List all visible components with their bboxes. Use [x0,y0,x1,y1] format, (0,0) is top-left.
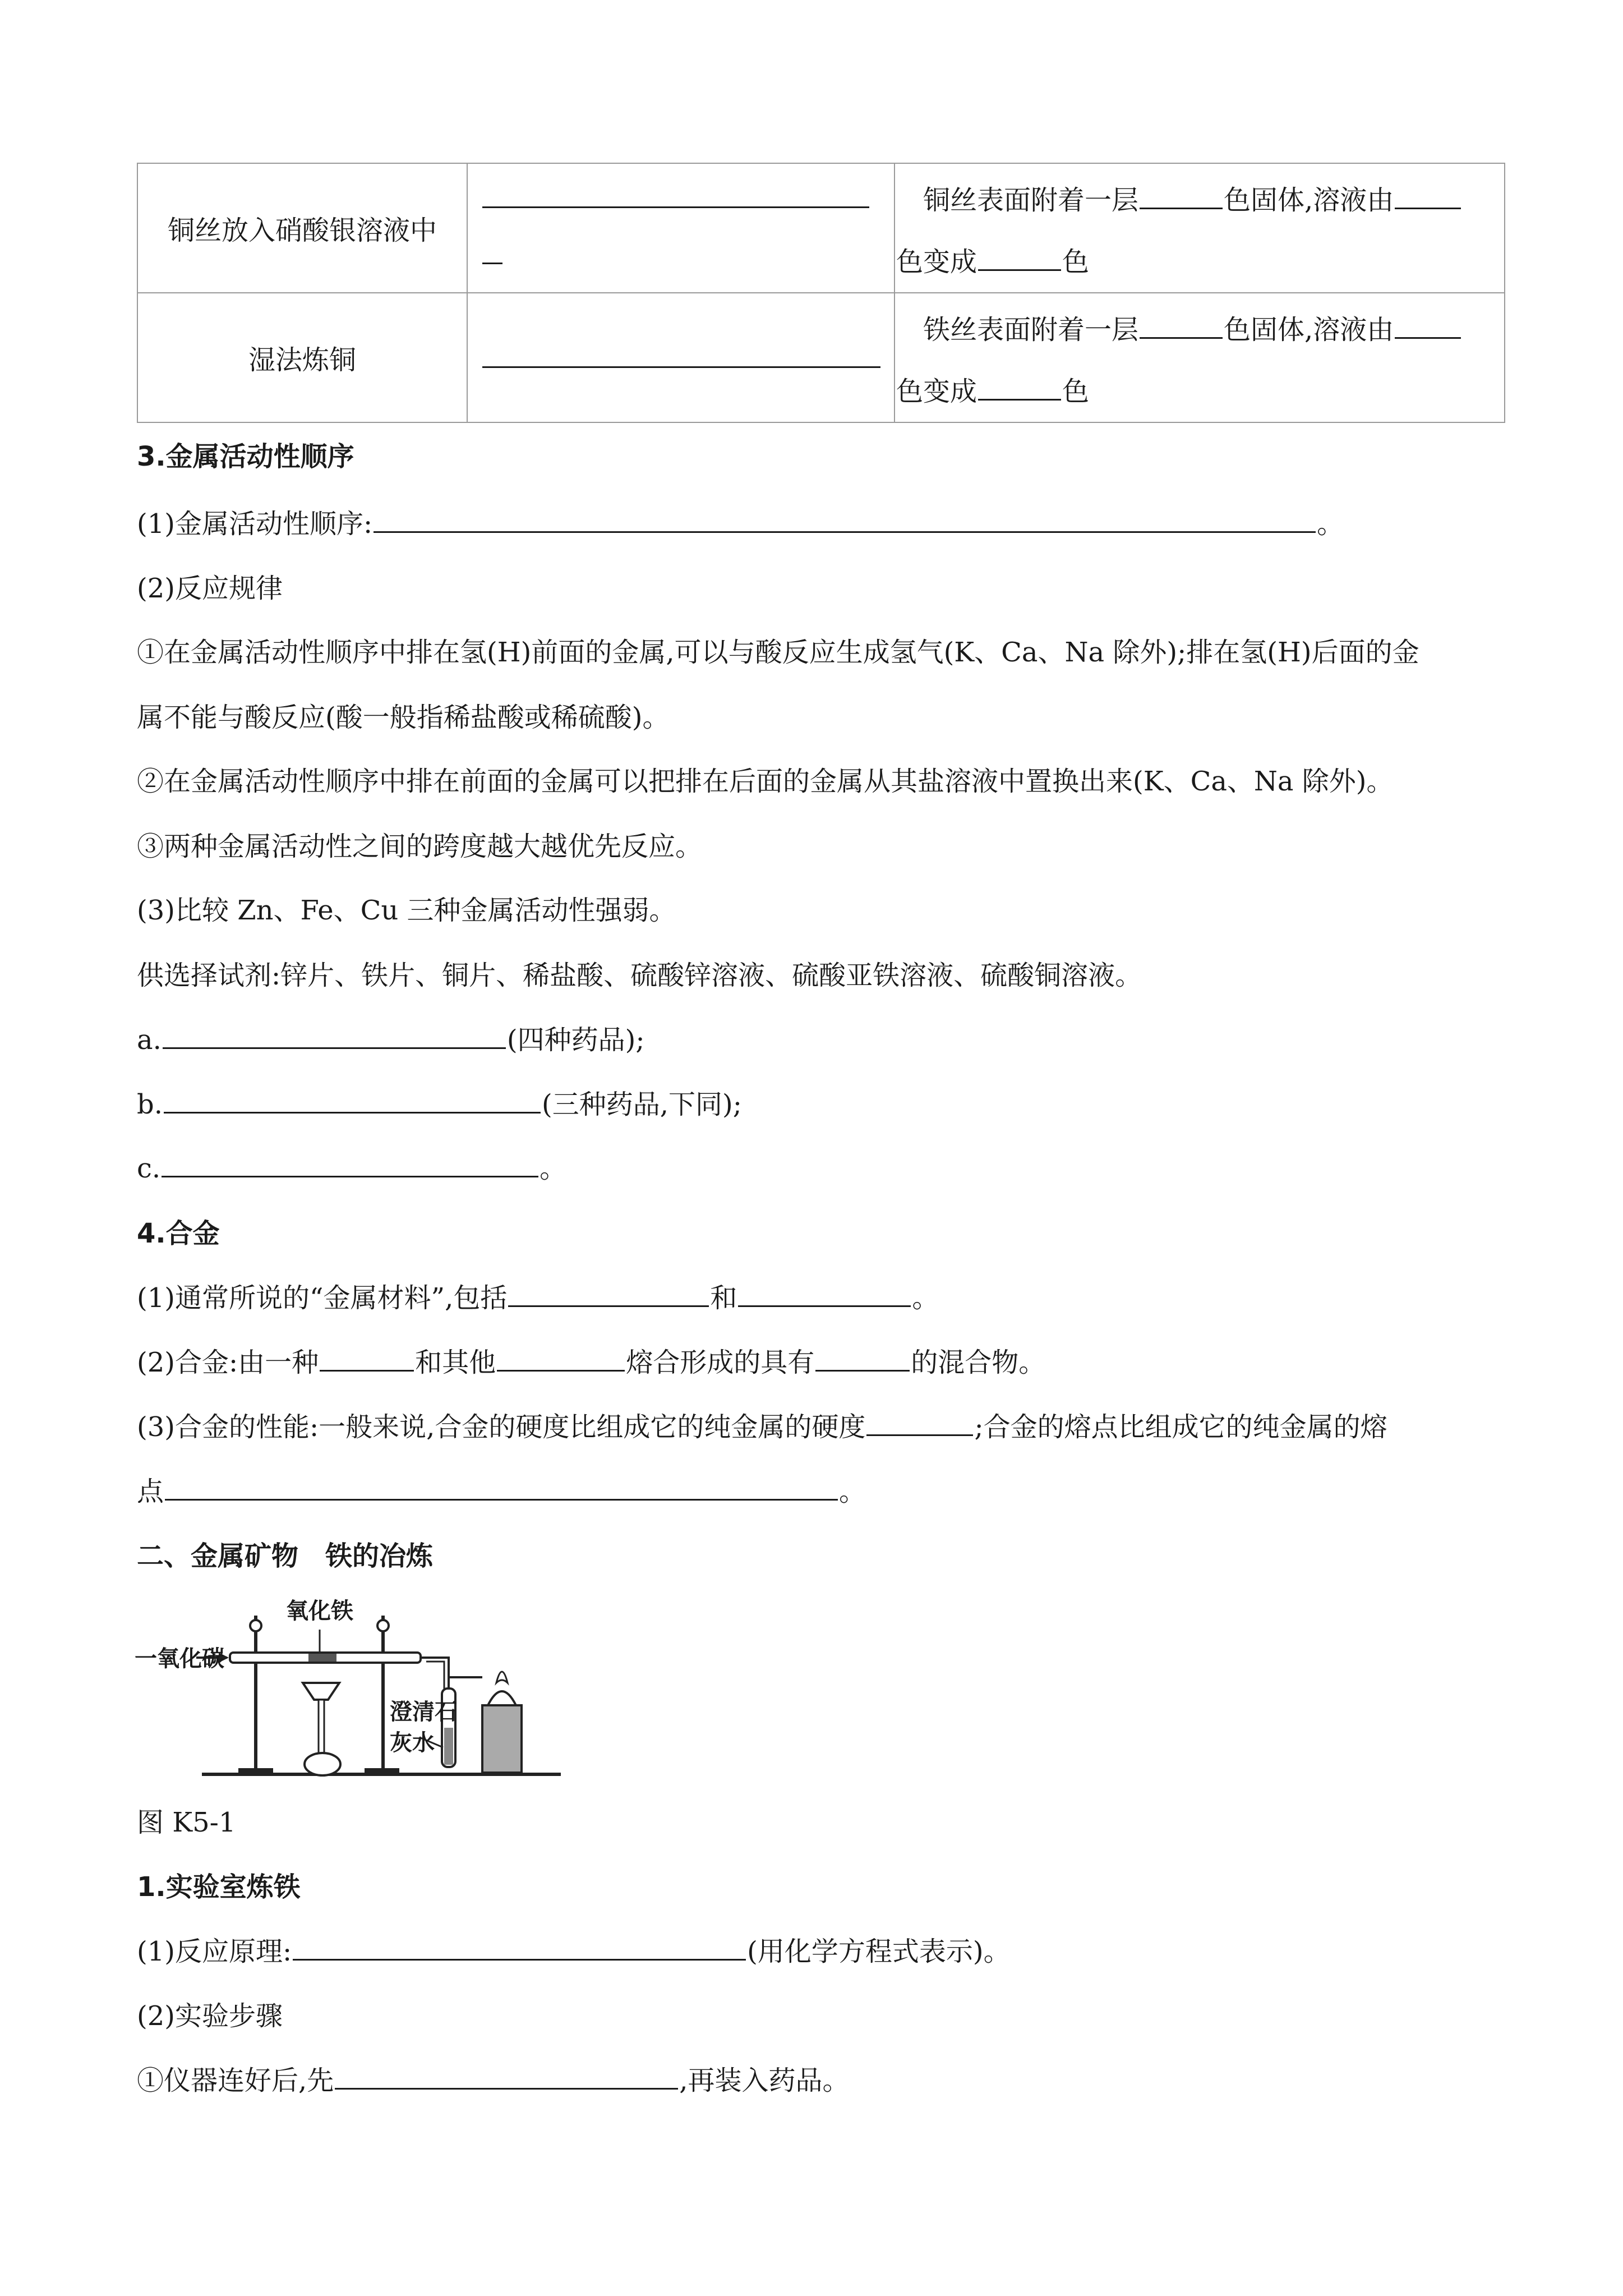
punct: 。 [1317,508,1344,540]
label-limewater: 澄清石 [390,1699,457,1725]
equation-blank[interactable] [482,206,869,208]
experiment-name: 铜丝放入硝酸银溶液中 [167,215,437,246]
label-iron-oxide: 氧化铁 [286,1598,353,1624]
answer-line-c [137,1147,566,1185]
phenomenon-text: 色变成 [896,246,978,278]
equation-cell [467,163,895,293]
question-text: (2)合金:由一种 [137,1347,319,1378]
question-text: 和 [710,1282,737,1314]
flame-icon [496,1672,508,1683]
phenomenon-text: 铜丝表面附着一层 [923,185,1139,216]
blank[interactable] [320,1344,414,1372]
phenomenon-text: 色变成 [896,376,978,407]
phenomenon-text: 色 [1062,376,1090,407]
question-text: ①仪器连好后,先 [137,2065,334,2096]
question-text: (3)比较 Zn、Fe、Cu 三种金属活动性强弱。 [137,895,676,926]
color-blank[interactable] [1140,311,1223,339]
blank[interactable] [508,1280,709,1307]
section-heading: 4.合金 [137,1218,220,1249]
clamp-left [250,1620,261,1631]
subheading: (2)实验步骤 [137,2000,283,2032]
experiment-cell [137,293,467,422]
gas-bottle [482,1705,522,1773]
phenomenon-line1 [923,308,1462,347]
lamp-base [305,1753,340,1775]
section-heading: 1.实验室炼铁 [137,1871,301,1903]
activity-series-blank[interactable] [374,505,1316,533]
phenomenon-text: 铁丝表面附着一层 [923,314,1139,346]
phenomenon-cell [895,163,1505,293]
figure-caption: 图 K5-1 [137,1807,236,1838]
question-text: (1)反应原理: [137,1936,292,1967]
phenomenon-text: 色固体,溶液由 [1224,185,1394,216]
answer-label: c. [137,1153,161,1184]
equation-blank[interactable] [482,366,880,368]
experiment-table [137,163,1505,423]
question-text: (3)合金的性能:一般来说,合金的硬度比组成它的纯金属的硬度 [137,1411,866,1443]
question-text: 点 [137,1476,164,1507]
punct: 。 [912,1282,939,1314]
color-blank[interactable] [978,243,1061,271]
equation-blank[interactable] [293,1933,746,1961]
answer-suffix: 。 [540,1153,567,1184]
question-line [137,1341,1045,1379]
stand-foot-right [365,1768,399,1774]
question-line [137,2059,850,2097]
phenomenon-line2 [896,240,1089,279]
phenomenon-text: 色固体,溶液由 [1224,314,1394,346]
question-text: 的混合物。 [911,1347,1046,1378]
answer-line-b [137,1083,742,1121]
question-text: ;合金的熔点比组成它的纯金属的熔 [974,1411,1387,1443]
blank[interactable] [738,1280,911,1307]
bottle-neck [488,1691,516,1705]
experiment-cell [137,163,467,293]
stand-rod-right [381,1616,385,1773]
question-text: 和其他 [415,1347,496,1378]
table-row [137,293,1505,422]
rule-text: ①在金属活动性顺序中排在氢(H)前面的金属,可以与酸反应生成氢气(K、Ca、Na 除外);排在氢(H)后面的金 [137,637,1419,668]
apparatus-diagram [135,1588,572,1784]
blank[interactable] [335,2062,678,2090]
burner-head [303,1683,339,1700]
answer-blank-c[interactable] [162,1150,538,1177]
answer-label: a. [137,1024,162,1056]
question-line [137,1276,939,1315]
equation-cell [467,293,895,422]
stand-rod-left [254,1616,257,1773]
iron-oxide [308,1654,336,1662]
question-text: ,再装入药品。 [679,2065,850,2096]
phenomenon-line2 [896,370,1089,408]
rule-text: ③两种金属活动性之间的跨度越大越优先反应。 [137,831,703,862]
question-line [137,502,1344,541]
answer-line-a [137,1018,645,1057]
rule-text: 属不能与酸反应(酸一般指稀盐酸或稀硫酸)。 [137,702,670,733]
blank[interactable] [866,1409,973,1436]
section-heading: 二、金属矿物 铁的冶炼 [137,1540,434,1572]
answer-suffix: (四种药品); [506,1024,645,1056]
question-line [137,1405,1387,1444]
subheading: (2)反应规律 [137,573,283,604]
question-text: 熔合形成的具有 [626,1347,815,1378]
blank[interactable] [165,1473,838,1501]
question-text: (用化学方程式表示)。 [747,1936,1011,1967]
table-row [137,163,1505,293]
punct: 。 [839,1476,866,1507]
reagents-text: 供选择试剂:锌片、铁片、铜片、稀盐酸、硫酸锌溶液、硫酸亚铁溶液、硫酸铜溶液。 [137,960,1142,991]
color-blank[interactable] [1395,182,1461,209]
equation-blank-cont[interactable] [482,263,502,264]
section-heading: 3.金属活动性顺序 [137,441,354,472]
answer-blank-a[interactable] [163,1022,506,1049]
question-text: (1)通常所说的“金属材料”,包括 [137,1282,508,1314]
color-blank[interactable] [1140,182,1223,209]
blank[interactable] [497,1344,625,1372]
color-blank[interactable] [978,373,1061,401]
phenomenon-line1 [923,178,1462,217]
phenomenon-cell [895,293,1505,422]
question-line [137,1930,1011,1968]
label-carbon-monoxide: 一氧化碳 [135,1646,224,1672]
answer-suffix: (三种药品,下同); [541,1089,742,1120]
blank[interactable] [815,1344,910,1372]
rule-text: ②在金属活动性顺序中排在前面的金属可以把排在后面的金属从其盐溶液中置换出来(K、Ca、Na 除外)。 [137,766,1394,797]
clamp-right [377,1620,389,1631]
question-line [137,1470,866,1508]
answer-blank-b[interactable] [164,1086,541,1114]
color-blank[interactable] [1395,311,1461,339]
answer-label: b. [137,1089,163,1120]
stand-foot-left [238,1768,273,1774]
label-limewater: 灰水 [390,1730,435,1756]
question-label: (1)金属活动性顺序: [137,508,373,540]
iron-smelting-apparatus-figure [135,1588,572,1784]
phenomenon-text: 色 [1062,246,1090,278]
experiment-name: 湿法炼铜 [248,344,356,376]
